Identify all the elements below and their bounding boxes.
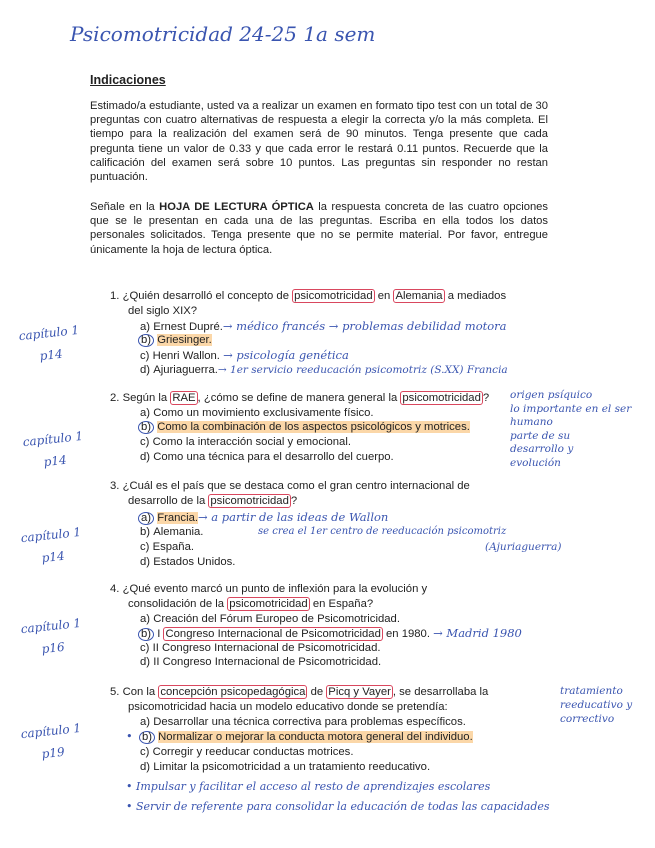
q2-margin-note: origen psíquico lo importante en el ser humano parte de su desarrollo y evolución bbox=[510, 389, 632, 469]
para2-rest: la respuesta concreta de las cuatro opciones que se le presentan en cada una de las preguntas. Escriba en ella todos los datos personales solicitados. Tenga presente que no se permite material. Por favor, entregue únicamente la hoja de lectura óptica. bbox=[90, 201, 548, 256]
q1-text-c: en bbox=[374, 290, 394, 302]
q4-number: 4. bbox=[110, 583, 120, 595]
q5-bullet-1-text: Impulsar y facilitar el acceso al resto de aprendizajes escolares bbox=[136, 780, 491, 793]
q5-d-text: Limitar la psicomotricidad a un tratamiento reeducativo. bbox=[153, 761, 431, 773]
q4-option-a bbox=[140, 612, 400, 626]
para2-bold: HOJA DE LECTURA ÓPTICA bbox=[159, 201, 314, 213]
q5-text-e: , se desarrollaba la bbox=[392, 686, 489, 698]
section-heading: Indicaciones bbox=[90, 73, 166, 87]
q1-c-text: Henri Wallon. bbox=[152, 350, 220, 362]
q5-text-a: Con la bbox=[122, 686, 159, 698]
handwritten-title: Psicomotricidad 24-25 1a sem bbox=[70, 22, 376, 46]
q5-a-text: Desarrollar una técnica correctiva para problemas específicos. bbox=[153, 716, 466, 728]
q3-option-c bbox=[140, 540, 194, 554]
q5-bullet-2: • Servir de referente para consolidar la educación de todas las capacidades bbox=[126, 800, 550, 813]
q3-c-text: España. bbox=[152, 541, 195, 553]
q3-option-b bbox=[140, 525, 203, 539]
q1-keyword-2: Alemania bbox=[395, 290, 443, 302]
q4-d-text: II Congreso Internacional de Psicomotricidad. bbox=[153, 656, 382, 668]
q4-b-text-b: Congreso Internacional de Psicomotricidad bbox=[165, 628, 381, 640]
q5-option-c bbox=[140, 745, 353, 759]
q3-note-a: → a partir de las ideas de Wallon bbox=[198, 510, 389, 524]
q1-side-note: capítulo 1 p14 bbox=[18, 322, 80, 364]
q2-b-letter: b) bbox=[138, 421, 154, 434]
q3-side-note: capítulo 1 p14 bbox=[20, 524, 82, 566]
q1-c-letter: c) bbox=[140, 350, 150, 362]
q3-text: ¿Cuál es el país que se destaca como el gran centro internacional de bbox=[122, 480, 470, 492]
q5-bullet-2-text: Servir de referente para consolidar la educación de todas las capacidades bbox=[136, 800, 550, 813]
q4-stem-line2 bbox=[128, 597, 373, 611]
q1-stem bbox=[110, 289, 506, 303]
q5-option-a bbox=[140, 715, 466, 729]
q5-b-text: Normalizar o mejorar la conducta motora general del individuo. bbox=[158, 731, 473, 743]
q5-stem bbox=[110, 685, 488, 699]
q4-option-c bbox=[140, 641, 381, 655]
q5-keyword: concepción psicopedagógica bbox=[160, 686, 306, 698]
q5-side-note: capítulo 1 p19 bbox=[20, 720, 82, 762]
q1-keyword: psicomotricidad bbox=[294, 290, 373, 302]
q1-a-note: → médico francés → problemas debilidad motora bbox=[222, 319, 507, 333]
q4-text-2c: en España? bbox=[309, 598, 374, 610]
q4-keyword: psicomotricidad bbox=[229, 598, 308, 610]
q3-b-letter: b) bbox=[140, 526, 151, 538]
q4-a-letter: a) bbox=[140, 613, 151, 625]
q1-a-letter: a) bbox=[140, 321, 151, 333]
instructions-paragraph: Estimado/a estudiante, usted va a realizar un examen en formato tipo test con un total de 30 preguntas con cuatro alternativas de respuesta a elegir la correcta y/o la más completa. El tiempo para la realización del examen será de 90 minutos. Tenga presente que cada pregunta tiene un valor de 0.33 y que cada error le restará 0.11 puntos. Recuerde que la calificación del examen será sobre 10 puntos. Las preguntas sin responder no restan puntuación. bbox=[90, 100, 548, 184]
q4-note: → Madrid 1980 bbox=[433, 626, 522, 640]
q2-option-a bbox=[140, 406, 374, 420]
q3-text-2a: desarrollo de la bbox=[128, 495, 209, 507]
q2-c-text: Como la interacción social y emocional. bbox=[152, 436, 351, 448]
q4-a-text: Creación del Fórum Europeo de Psicomotricidad. bbox=[153, 613, 400, 625]
q1-text-e: a mediados bbox=[444, 290, 507, 302]
q3-d-text: Estados Unidos. bbox=[153, 556, 236, 568]
q3-note-b: se crea el 1er centro de reeducación psicomotriz bbox=[258, 526, 507, 537]
q1-text-a: ¿Quién desarrolló el concepto de bbox=[122, 290, 293, 302]
q4-stem bbox=[110, 582, 427, 596]
q4-text-2a: consolidación de la bbox=[128, 598, 228, 610]
para2-prefix: Señale en la bbox=[90, 201, 160, 213]
q4-c-letter: c) bbox=[140, 642, 150, 654]
q1-d-note: → 1er servicio reeducación psicomotriz (S.XX) Francia bbox=[217, 364, 508, 376]
q3-option-a bbox=[138, 510, 388, 525]
q2-number: 2. bbox=[110, 392, 120, 404]
q4-b-letter: b) bbox=[138, 628, 154, 641]
q2-c-letter: c) bbox=[140, 436, 150, 448]
q5-a-letter: a) bbox=[140, 716, 151, 728]
q5-margin-note: tratamiento reeducativo y correctivo bbox=[560, 685, 633, 725]
q2-keyword: RAE bbox=[172, 392, 196, 404]
q1-b-letter: b) bbox=[138, 334, 154, 347]
q3-text-2c: ? bbox=[290, 495, 298, 507]
q3-number: 3. bbox=[110, 480, 120, 492]
q2-d-letter: d) bbox=[140, 451, 151, 463]
q2-a-text: Como un movimiento exclusivamente físico. bbox=[153, 407, 374, 419]
q4-option-d bbox=[140, 655, 381, 669]
q1-d-text: Ajuriaguerra. bbox=[153, 364, 218, 376]
q5-number: 5. bbox=[110, 686, 120, 698]
q1-option-d bbox=[140, 363, 508, 377]
q5-c-text: Corregir y reeducar conductas motrices. bbox=[152, 746, 354, 758]
q1-d-letter: d) bbox=[140, 364, 151, 376]
q4-d-letter: d) bbox=[140, 656, 151, 668]
q5-c-letter: c) bbox=[140, 746, 150, 758]
q2-option-c bbox=[140, 435, 351, 449]
q3-d-letter: d) bbox=[140, 556, 151, 568]
q2-stem bbox=[110, 391, 489, 405]
q4-b-text-c: en 1980. bbox=[382, 628, 430, 640]
q4-c-text: II Congreso Internacional de Psicomotricidad. bbox=[152, 642, 381, 654]
q5-option-b bbox=[126, 730, 473, 744]
q2-text-a: Según la bbox=[122, 392, 171, 404]
q3-c-letter: c) bbox=[140, 541, 150, 553]
q5-d-letter: d) bbox=[140, 761, 151, 773]
q3-option-d bbox=[140, 555, 235, 569]
q1-b-text: Griesinger. bbox=[157, 334, 212, 346]
q3-note-c: (Ajuriaguerra) bbox=[485, 541, 562, 553]
q4-text: ¿Qué evento marcó un punto de inflexión para la evolución y bbox=[122, 583, 428, 595]
q3-keyword: psicomotricidad bbox=[210, 495, 289, 507]
q1-number: 1. bbox=[110, 290, 120, 302]
q3-stem bbox=[110, 479, 470, 493]
q2-keyword-2: psicomotricidad bbox=[402, 392, 481, 404]
q3-a-text: Francia. bbox=[157, 512, 198, 524]
q2-option-b bbox=[138, 420, 470, 434]
q3-b-text: Alemania. bbox=[153, 526, 204, 538]
q4-side-note: capítulo 1 p16 bbox=[20, 615, 82, 657]
q1-option-c bbox=[140, 348, 349, 363]
q3-stem-line2 bbox=[128, 494, 297, 508]
q4-b-text-a: I bbox=[157, 628, 164, 640]
q5-text-c: de bbox=[307, 686, 327, 698]
q1-option-b bbox=[138, 333, 212, 347]
q2-b-text: Como la combinación de los aspectos psicológicos y motrices. bbox=[157, 421, 470, 433]
q5-bullet-1: • Impulsar y facilitar el acceso al resto de aprendizajes escolares bbox=[126, 780, 491, 793]
q5-option-d bbox=[140, 760, 430, 774]
q5-b-letter: b) bbox=[139, 731, 155, 744]
q1-c-note: → psicología genética bbox=[223, 348, 349, 362]
q1-stem-line2: del siglo XIX? bbox=[128, 305, 198, 317]
q2-d-text: Como una técnica para el desarrollo del cuerpo. bbox=[153, 451, 394, 463]
q4-option-b bbox=[138, 626, 522, 641]
q5-stem-line2: psicomotricidad hacia un modelo educativo donde se pretendía: bbox=[128, 701, 448, 713]
q2-a-letter: a) bbox=[140, 407, 151, 419]
q5-keyword-2: Picq y Vayer bbox=[328, 686, 391, 698]
q2-side-note: capítulo 1 p14 bbox=[22, 428, 84, 470]
answer-sheet-paragraph bbox=[90, 200, 548, 257]
q3-a-letter: a) bbox=[138, 512, 154, 525]
q1-a-text: Ernest Dupré. bbox=[153, 321, 223, 333]
bullet-dot-icon: • bbox=[126, 730, 133, 743]
q1-option-a bbox=[140, 319, 507, 334]
q2-option-d bbox=[140, 450, 394, 464]
q2-text-c: , ¿cómo se define de manera general la bbox=[197, 392, 401, 404]
q2-text-e: ? bbox=[482, 392, 490, 404]
